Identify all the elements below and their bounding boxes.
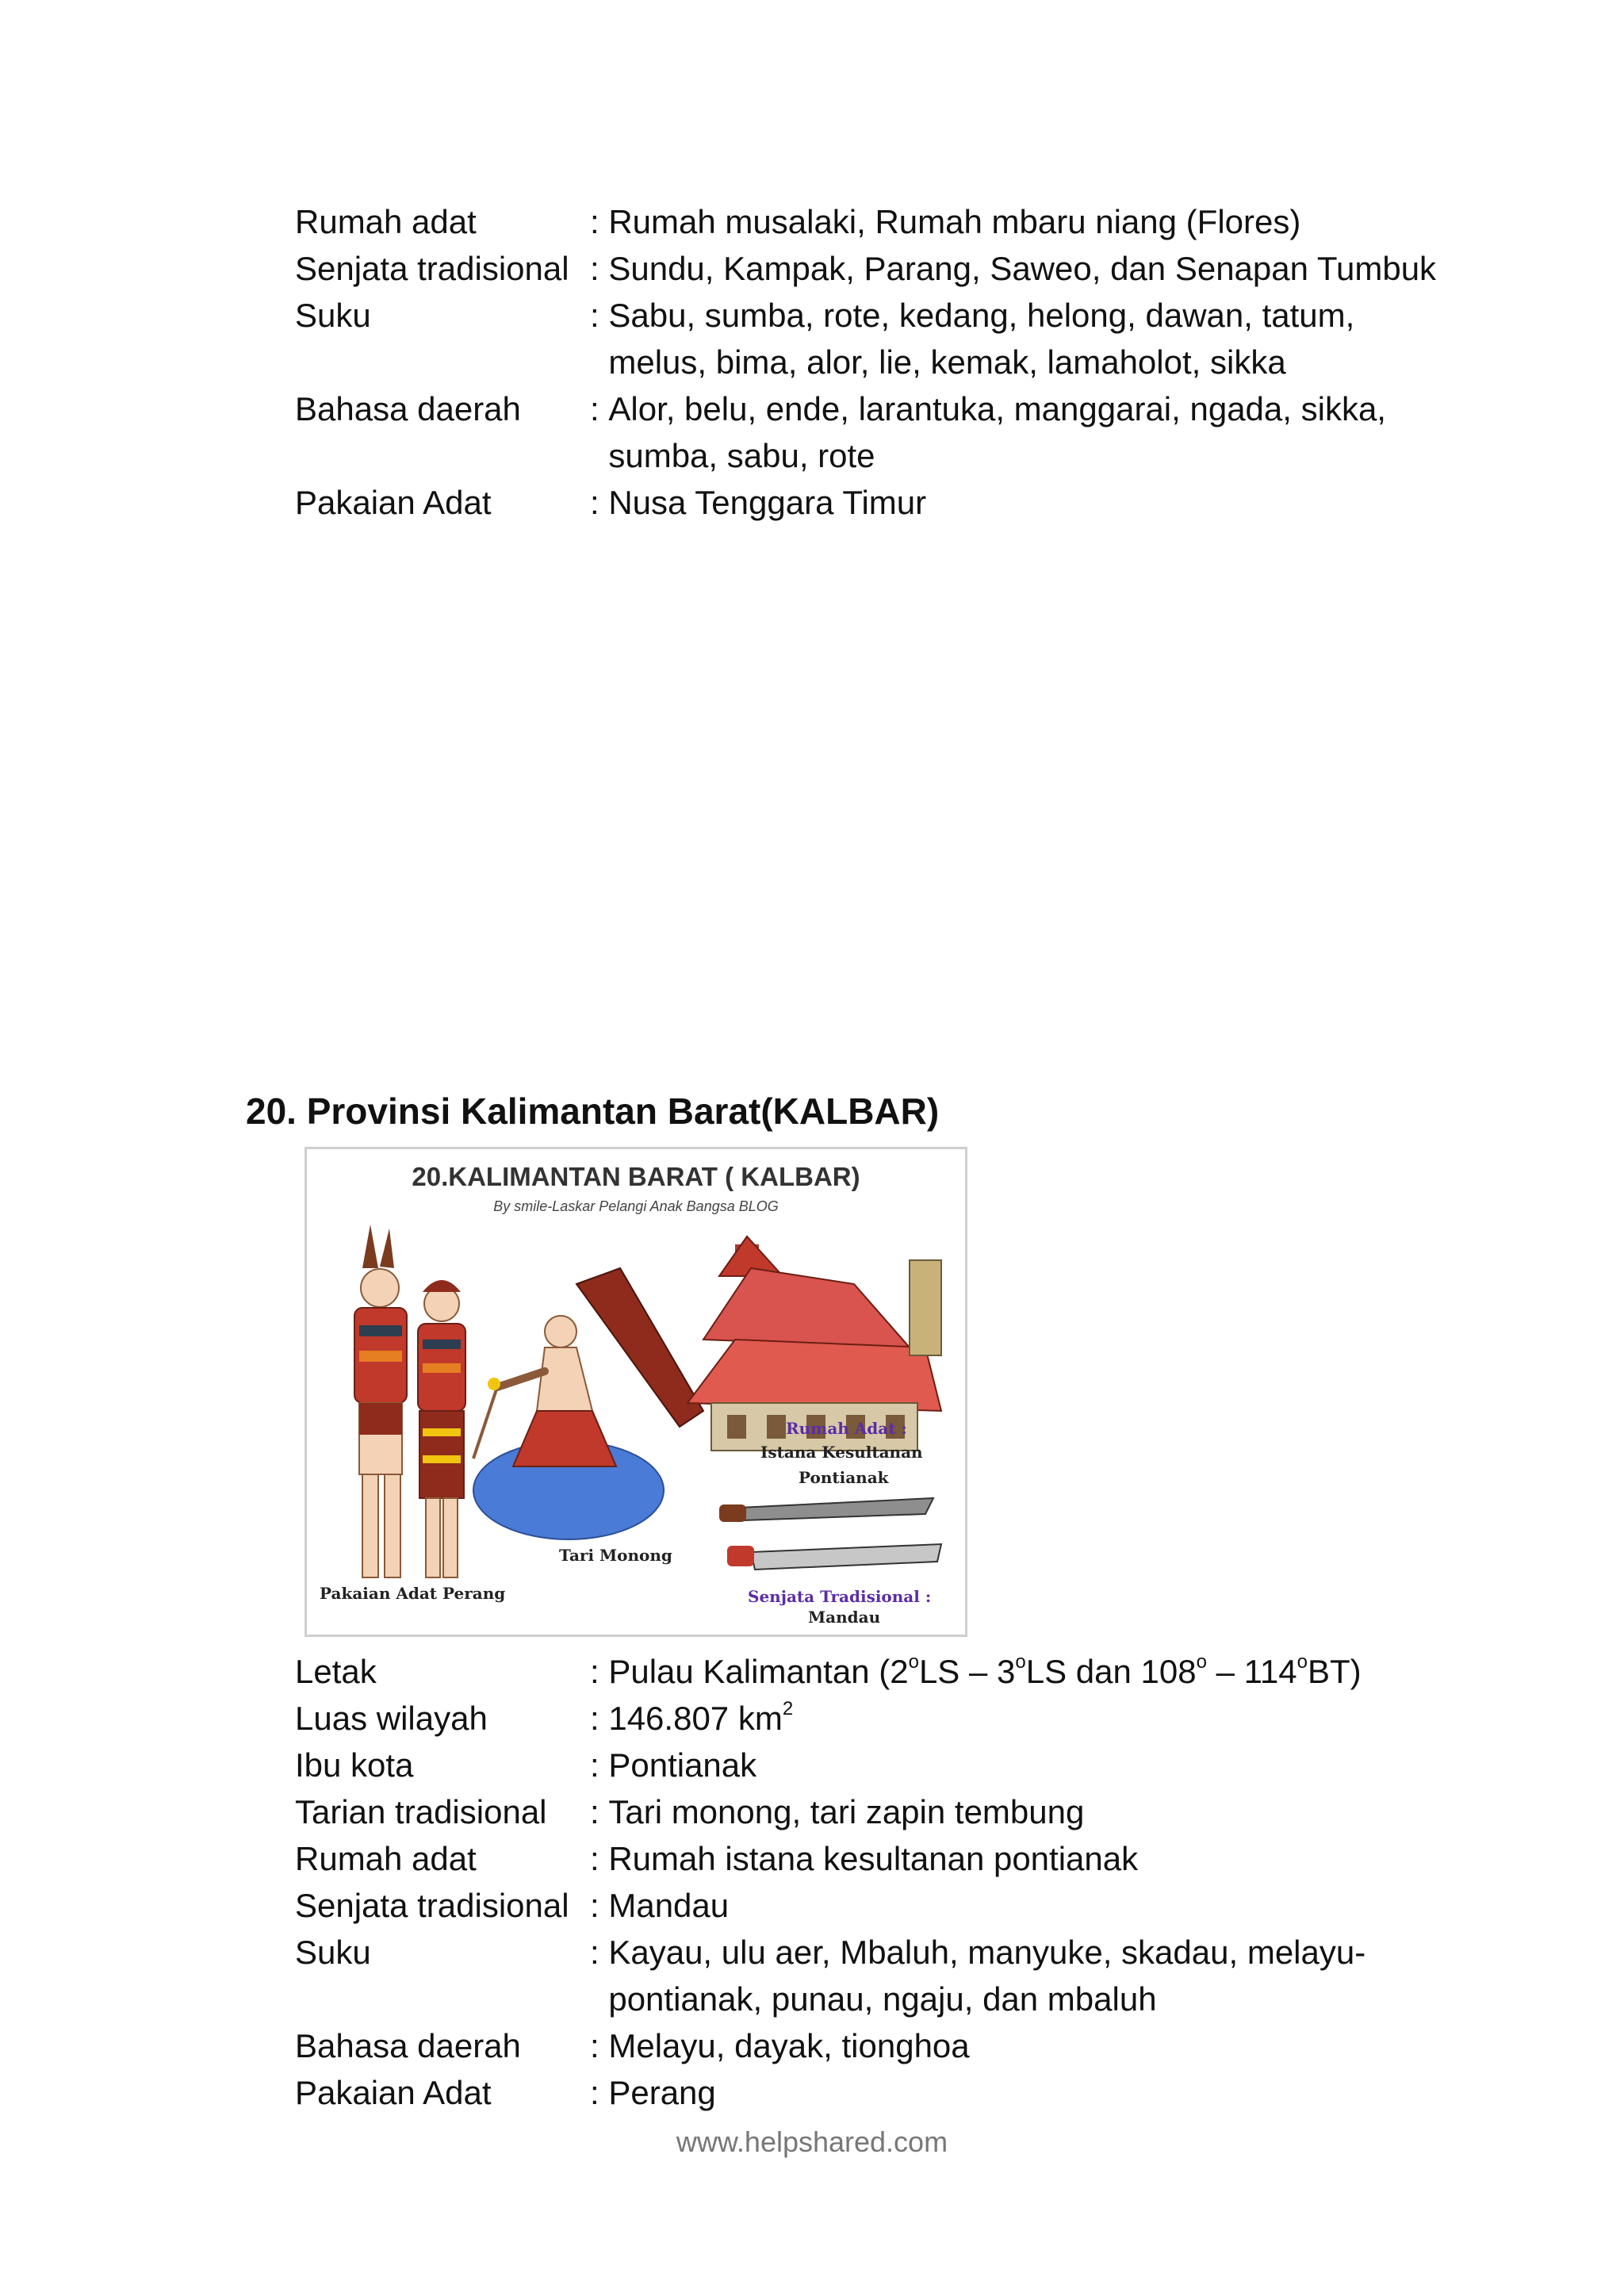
info-row: Ibu kota : Pontianak: [295, 1742, 1453, 1788]
info-key: Senjata tradisional: [295, 1887, 569, 1924]
info-row: Rumah adat : Rumah istana kesultanan pontianak: [295, 1835, 1453, 1882]
info-value: Sabu, sumba, rote, kedang, helong, dawan, tatum, melus, bima, alor, lie, kemak, lamaholot, sikka: [608, 297, 1355, 381]
traditional-costume-figures-icon: [354, 1225, 465, 1577]
info-key: Pakaian Adat: [295, 484, 492, 521]
info-row: Luas wilayah : 146.807 $km^2$: [295, 1695, 1453, 1742]
poster-label-rumah-2: Pontianak: [799, 1468, 889, 1487]
info-key: Rumah adat: [295, 1840, 477, 1877]
info-key: Suku: [295, 297, 371, 334]
info-key: Bahasa daerah: [295, 2027, 521, 2064]
info-value-letak: Pulau Kalimantan (2$^o$LS – 3$^o$LS dan 108$^o$ – 114$^o$BT): [608, 1651, 1362, 1690]
info-row: Letak : Pulau Kalimantan (2$^o$LS – 3$^o$LS dan 108$^o$ – 114$^o$BT): [295, 1648, 1453, 1695]
info-row: Rumah adat : Rumah musalaki, Rumah mbaru niang (Flores): [295, 198, 1453, 245]
info-key: Senjata tradisional: [295, 250, 569, 287]
info-key: Tarian tradisional: [295, 1793, 547, 1830]
section-heading: 20. Provinsi Kalimantan Barat(KALBAR): [246, 1091, 940, 1132]
poster-label-rumah-1: Istana Kesultanan: [760, 1443, 923, 1462]
info-value: Mandau: [608, 1887, 730, 1924]
info-key: Pakaian Adat: [295, 2074, 492, 2111]
mandau-sword-icon: [719, 1498, 941, 1570]
kalbar-poster-image: [304, 1147, 967, 1637]
info-value: Alor, belu, ende, larantuka, manggarai, ngada, sikka, sumba, sabu, rote: [608, 390, 1386, 474]
poster-label-senjata: Mandau: [808, 1608, 881, 1627]
poster-title: 20.KALIMANTAN BARAT ( KALBAR): [412, 1162, 860, 1191]
info-value: Melayu, dayak, tionghoa: [608, 2027, 970, 2064]
info-value-luas: 146.807 $km^2$: [608, 1698, 794, 1737]
poster-label-rumah-heading: Rumah Adat :: [786, 1419, 907, 1438]
ntt-info-table: [295, 198, 1453, 526]
info-row: Pakaian Adat : Nusa Tenggara Timur: [295, 479, 1453, 526]
info-key: Bahasa daerah: [295, 390, 521, 427]
info-key: Letak: [295, 1653, 377, 1690]
info-value: Tari monong, tari zapin tembung: [608, 1793, 1085, 1830]
tari-monong-dancer-icon: [473, 1268, 703, 1539]
info-row: Senjata tradisional : Sundu, Kampak, Parang, Saweo, dan Senapan Tumbuk: [295, 245, 1453, 292]
info-value: Perang: [608, 2074, 716, 2111]
info-value: Kayau, ulu aer, Mbaluh, manyuke, skadau, melayu-pontianak, punau, ngaju, dan mbaluh: [608, 1934, 1366, 2018]
info-value: Rumah musalaki, Rumah mbaru niang (Flores): [608, 203, 1301, 240]
footer-website-link[interactable]: www.helpshared.com: [676, 2125, 948, 2158]
info-key: Suku: [295, 1934, 371, 1971]
poster-label-senjata-heading: Senjata Tradisional :: [748, 1587, 932, 1606]
poster-label-tari: Tari Monong: [559, 1546, 672, 1565]
info-key: Ibu kota: [295, 1746, 414, 1784]
kalbar-info-table: [295, 1648, 1453, 2116]
info-key: Luas wilayah: [295, 1700, 488, 1737]
info-key: Rumah adat: [295, 203, 477, 240]
info-value: Pontianak: [608, 1746, 757, 1784]
info-row: Bahasa daerah : Melayu, dayak, tionghoa: [295, 2022, 1453, 2069]
info-row: Pakaian Adat : Perang: [295, 2069, 1453, 2116]
info-row: Bahasa daerah : Alor, belu, ende, larantuka, manggarai, ngada, sikka, sumba, sabu, rote: [295, 385, 1453, 479]
info-value: Sundu, Kampak, Parang, Saweo, dan Senapan Tumbuk: [608, 250, 1437, 287]
info-row: Suku : Kayau, ulu aer, Mbaluh, manyuke, skadau, melayu-pontianak, punau, ngaju, dan mbaluh: [295, 1929, 1453, 2022]
info-row: Suku : Sabu, sumba, rote, kedang, helong, dawan, tatum, melus, bima, alor, lie, kemak, lamaholot, sikka: [295, 292, 1453, 385]
poster-subtitle: By smile-Laskar Pelangi Anak Bangsa BLOG: [493, 1198, 779, 1214]
info-row: Senjata tradisional : Mandau: [295, 1882, 1453, 1929]
poster-label-pakaian: Pakaian Adat Perang: [320, 1584, 506, 1603]
info-value: Rumah istana kesultanan pontianak: [608, 1840, 1139, 1877]
info-row: Tarian tradisional : Tari monong, tari zapin tembung: [295, 1788, 1453, 1835]
info-value: Nusa Tenggara Timur: [608, 484, 927, 521]
